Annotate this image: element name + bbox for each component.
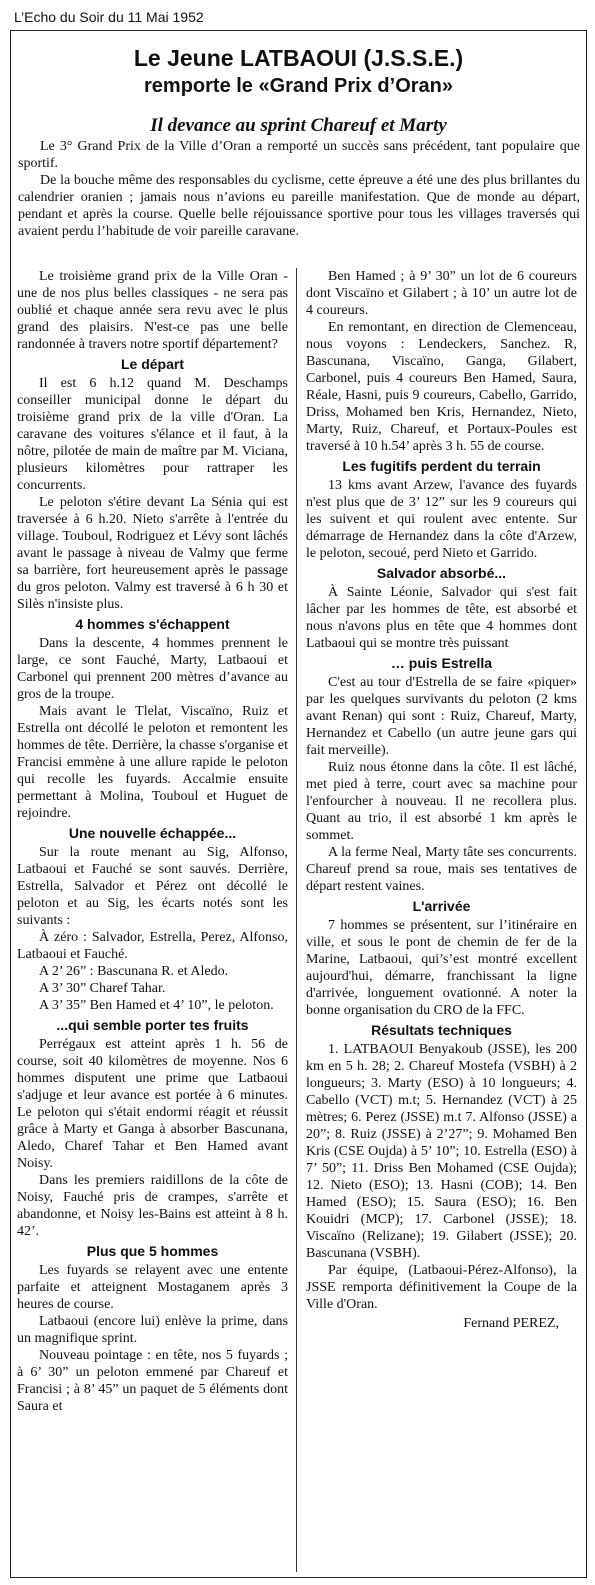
gap-entry: A 3’ 30” Charef Tahar.: [39, 981, 166, 996]
paragraph: Sur la route menant au Sig, Alfonso, Latbaoui et Fauché se sont sauvés. Derrière, Estrella, Salvador et Pérez ont décollé le peloton et au Sig, les écarts notés sont les suivants :: [17, 845, 288, 928]
intro: [18, 138, 580, 240]
gap-entry: A 3’ 35” Ben Hamed et 4’ 10”, le peloton.: [39, 998, 274, 1013]
paragraph: A la ferme Neal, Marty tâte ses concurrents. Chareuf prend sa roue, mais ses tentatives de départ restent vaines.: [306, 845, 577, 894]
section-heading: 4 hommes s'échappent: [75, 616, 230, 632]
paragraph: En remontant, en direction de Clemenceau, nous voyons : Lendeckers, Sanchez. R, Bascunana, Viscaïno, Ganga, Gilabert, Carbonel, puis 4 coureurs Ben Hamed, Saura, Réale, Hasni, puis 9 coureurs, Cabello, Garrido, Driss, Mohamed ben Kris, Hernandez, Nieto, Marty, Ruiz, Chareuf, et Portaux-Poules est traversé à 10 h.54’ après 3 h. 55 de course.: [306, 320, 577, 454]
section-heading: Les fugitifs perdent du terrain: [342, 458, 541, 474]
section-heading: Une nouvelle échappée...: [68, 825, 237, 841]
paragraph: C'est au tour d'Estrella de se faire «piquer» par les quelques survivants du peloton (2 kms avant Renan) qui sont : Ruiz, Chareuf, Marty, Hernandez et Cabello (un autre jeune gars qui fait merveille).: [306, 675, 577, 758]
paragraph: À Sainte Léonie, Salvador qui s'est fait lâcher par les hommes de tête, est absorbé et nous n'avons plus en tête que 4 hommes dont Latbaoui qui se montre très puissant: [306, 585, 577, 651]
paragraph: Ruiz nous étonne dans la côte. Il est lâché, met pied à terre, court avec sa machine pour l'enfourcher à nouveau. Il ne recollera plus. Quant au trio, il est absorbé 1 km après le sommet.: [306, 760, 577, 843]
section-heading: Plus que 5 hommes: [86, 1243, 219, 1259]
section-heading: Résultats techniques: [371, 1022, 512, 1038]
paragraph: 13 kms avant Arzew, l'avance des fuyards n'est plus que de 3’ 12” sur les 9 coureurs qui les suivent et qui roulent avec entente. Sur démarrage de Hernandez dans la côte d'Arzew, le peloton, secoué, perd Nieto et Garrido.: [306, 478, 577, 561]
paragraph: 7 hommes se présentent, sur l’itinéraire en ville, et sous le pont de chemin de fer de la Marine, Latbaoui, qui’s’est montré excellent aujourd'hui, démarre, franchissant la ligne d'arrivée, longuement ovationné. A noter la bonne organisation du CRO de la FFC.: [306, 918, 577, 1018]
paragraph: Perrégaux est atteint après 1 h. 56 de course, soit 40 kilomètres de moyenne. Nos 6 hommes disputent une prime que Latbaoui s'adjuge et leur avance est portée à 6 minutes. Le peloton qui s'était endormi réagit et réussit grâce à Marty et Ganga à absorber Bascunana, Aledo, Charef Tahar et Ben Hamed avant Noisy.: [17, 1037, 288, 1171]
paragraph: Le peloton s'étire devant La Sénia qui est traversée à 6 h.20. Nieto s'arrête à l'entrée du village. Touboul, Rodriguez et Lévy sont lâchés avant le passage à niveau de Valmy que ferme sa barrière, fort heureusement après le passage du gros peloton. Valmy est traversé à 6 h 30 et Silès n'insiste plus.: [17, 495, 288, 612]
paragraph: Le troisième grand prix de la Ville Oran - une de nos plus belles classiques - ne sera pas oublié et chaque année sera revu avec le plus grand des plaisirs. N'est-ce pas une belle randonnée à travers notre sportif département?: [17, 269, 288, 352]
author-signature: Fernand PEREZ,: [463, 1316, 559, 1331]
subheadline: remporte le «Grand Prix d’Oran»: [144, 75, 453, 97]
paragraph: Dans la descente, 4 hommes prennent le large, ce sont Fauché, Marty, Latbaoui et Carbonel qui prennent 200 mètres d’avance au gros de la troupe.: [17, 636, 288, 702]
section-heading: Le départ: [120, 356, 184, 372]
paragraph: Par équipe, (Latbaoui-Pérez-Alfonso), la JSSE remporta définitivement la Coupe de la Ville d'Oran.: [306, 1263, 577, 1312]
paragraph: Dans les premiers raidillons de la côte de Noisy, Fauché pris de crampes, s'arrête et abandonne, et Noisy les-Bains est atteint à 8 h. 42’.: [17, 1173, 288, 1239]
gap-entry: A 2’ 26” : Bascunana R. et Aledo.: [39, 964, 229, 979]
paragraph: Il est 6 h.12 quand M. Deschamps conseiller municipal donne le départ du troisième grand prix de la ville d'Oran. La caravane des voitures s'élance et il faut, à la nôtre, pilotée de main de maître par M. Viciana, plusieurs kilomètres pour rattraper les concurrents.: [17, 376, 288, 493]
paragraph: Ben Hamed ; à 9’ 30” un lot de 6 coureurs dont Viscaïno et Gilabert ; à 10’ un autre lot de 4 coureurs.: [306, 269, 577, 318]
paragraph: Les fuyards se relayent avec une entente parfaite et atteignent Mostaganem après 3 heures de course.: [17, 1263, 288, 1312]
section-heading: Salvador absorbé...: [376, 565, 507, 581]
section-heading: L'arrivée: [412, 898, 471, 914]
results-list: 1. LATBAOUI Benyakoub (JSSE), les 200 km en 5 h. 28; 2. Chareuf Mostefa (VSBH) à 2 longueurs; 3. Marty (ESO) à 10 longueurs; 4. Cabello (VCT) m.t; 5. Hernandez (VCT) à 25 mètres; 6. Perez (JSSE) m.t 7. Alfonso (JSSE) a 20”; 8. Ruiz (JSSE) à 2’27”; 9. Mohamed Ben Kris (CSE Oujda) à 5’ 10”; 10. Estrella (ESO) à 7’ 50”; 11. Driss Ben Mohamed (CSE Oujda); 12. Nieto (ESO); 13. Hasni (COB); 14. Ben Hamed (ESO); 15. Saura (ESO); 16. Ben Kouidri (MCP); 17. Carbonel (JSSE); 18. Viscaïno (Relizane); 19. Gilabert (JSSE); 20. Bascunana (VSBH).: [306, 1042, 577, 1261]
tagline: Il devance au sprint Chareuf et Marty: [150, 115, 447, 136]
column-divider: [296, 268, 297, 1572]
source-line: L’Echo du Soir du 11 Mai 1952: [14, 9, 204, 25]
intro-paragraph: Le 3° Grand Prix de la Ville d’Oran a remporté un succès sans précédent, tant populaire que sportif.: [18, 139, 580, 171]
section-heading: ...qui semble porter tes fruits: [56, 1017, 249, 1033]
section-heading: … puis Estrella: [390, 655, 493, 671]
paragraph: Mais avant le Tlelat, Viscaïno, Ruiz et Estrella ont décollé le peloton et remontent les hommes de tête. Derrière, la chasse s'organise et Francisi emmène à une allure rapide le peloton qui recolle les fuyards. Accalmie ensuite permettant à Molina, Touboul et Huguet de rejoindre.: [17, 704, 288, 821]
right-column: [306, 268, 577, 1332]
paragraph: Nouveau pointage : en tête, nos 5 fuyards ; à 6’ 30” un peloton emmené par Chareuf et Francisi ; à 8’ 45” un paquet de 5 éléments dont Saura et: [17, 1348, 288, 1414]
gap-entry: À zéro : Salvador, Estrella, Perez, Alfonso, Latbaoui et Fauché.: [17, 930, 288, 962]
paragraph: Latbaoui (encore lui) enlève la prime, dans un magnifique sprint.: [17, 1314, 288, 1346]
headline: Le Jeune LATBAOUI (J.S.S.E.): [133, 45, 464, 71]
intro-paragraph: De la bouche même des responsables du cyclisme, cette épreuve a été une des plus brillantes du calendrier oranien ; jamais nous n’avions eu pareille manifestation. Que de monde au départ, pendant et après la course. Quelle belle réjouissance sportive pour tous les villages traversés qui avaient perdu l’habitude de voir pareille caravane.: [18, 173, 580, 239]
left-column: [17, 268, 288, 1415]
